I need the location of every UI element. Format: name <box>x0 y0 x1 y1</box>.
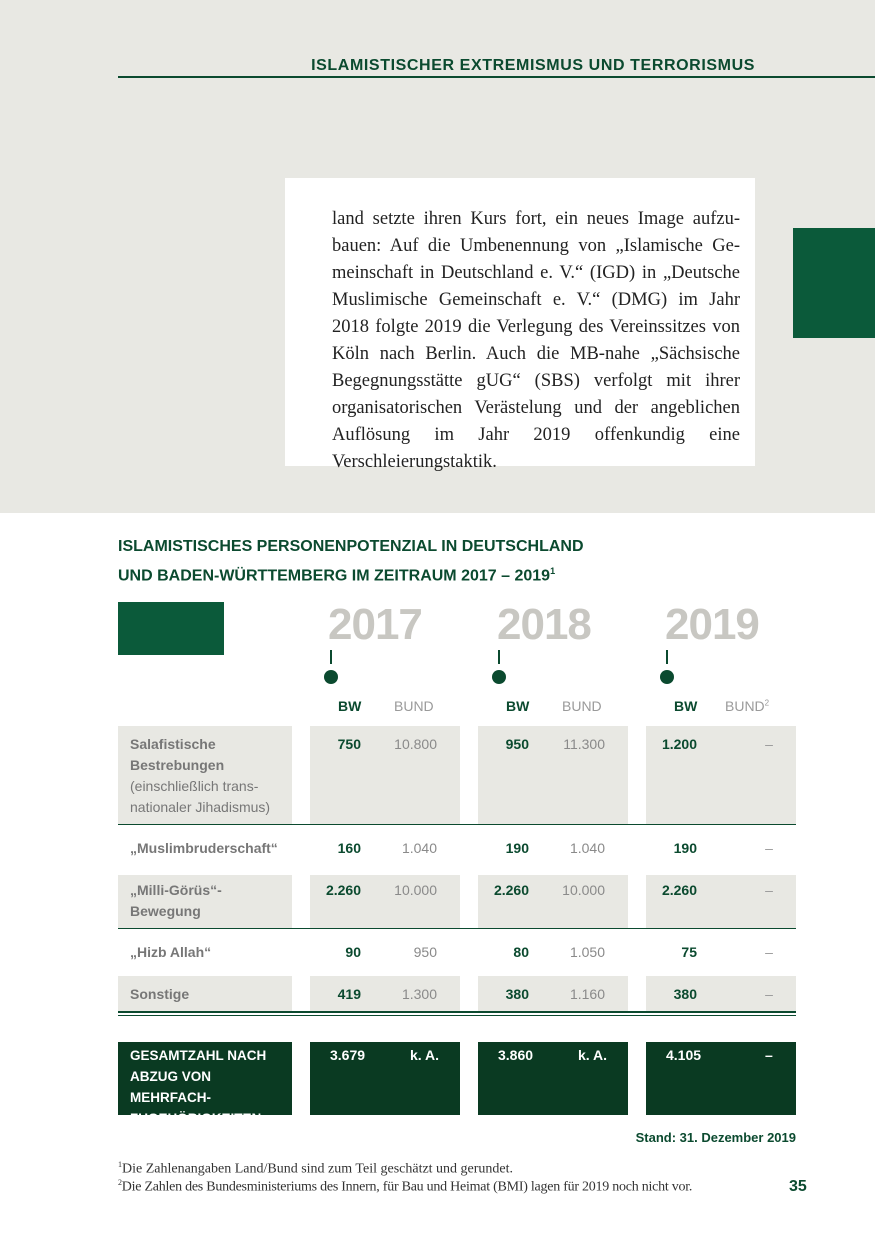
row-label-milli-goerues <box>130 880 240 922</box>
cell-bund-2019: – <box>765 944 773 960</box>
total-bw-2017: 3.679 <box>330 1047 366 1063</box>
cell-bw-2018: 2.260 <box>493 882 529 898</box>
row-label-hizb-allah <box>130 942 290 963</box>
row-divider <box>118 824 796 825</box>
cell-bund-2018: 1.160 <box>569 986 605 1002</box>
table-double-rule-bottom <box>118 1015 796 1016</box>
cell-bw-2018: 950 <box>505 736 529 752</box>
cell-bw-2018: 80 <box>513 944 529 960</box>
cell-bund-2018: 1.050 <box>569 944 605 960</box>
cell-bw-2019: 190 <box>673 840 697 856</box>
cell-bw-2018: 380 <box>505 986 529 1002</box>
cell-bw-2017: 750 <box>337 736 361 752</box>
row-label-bold: Sonstige <box>130 986 190 1002</box>
total-bund-2018: k. A. <box>578 1047 608 1063</box>
cell-bw-2018: 190 <box>505 840 529 856</box>
row-label-sub: (einschließlich transnationaler Jihadismus) <box>130 778 271 815</box>
cell-bund-2018: 1.040 <box>569 840 605 856</box>
page-number: 35 <box>789 1178 807 1195</box>
header-rule <box>118 76 875 78</box>
text-paragraph: land setzte ihren Kurs fort, ein neues Image aufzubauen: Auf die Umbenennung von „Islamische Gemeinschaft in Deutschland e. V.“ (IGD) in „Deutsche Muslimische Gemeinschaft e. V.“ (DMG) im Jahr 2018 folgte 2019 die Verlegung des Vereinssitzes von Köln nach Berlin. Auch die MB-nahe „Sächsische Begegnungsstätte gUG“ (SBS) verfolgt mit ihrer organisatorischen Verästelung und der angeblichen Auflösung im Jahr 2019 offenkundig eine Verschleierungstaktik. <box>332 209 740 472</box>
row-label-bold: „Milli-Görüs“-Bewegung <box>130 882 222 919</box>
cell-bw-2017: 90 <box>345 944 361 960</box>
col-header-bw-2019: BW <box>674 698 698 714</box>
cell-bund-2017: 10.800 <box>394 736 437 752</box>
cell-bund-2019: – <box>765 840 773 856</box>
cell-bw-2017: 419 <box>337 986 361 1002</box>
cell-bund-2017: 1.300 <box>401 986 437 1002</box>
col-header-bund-label: BUND <box>725 698 765 714</box>
timeline-dot <box>660 670 674 684</box>
text-box <box>285 178 755 472</box>
cell-bund-2019: – <box>765 736 773 752</box>
table-title-footnote-mark: 1 <box>550 566 556 576</box>
table-title-line2: UND BADEN-WÜRTTEMBERG IM ZEITRAUM 2017 – 2019 <box>118 567 551 585</box>
cell-bund-2019: – <box>765 882 773 898</box>
cell-bund-2017: 1.040 <box>401 840 437 856</box>
cell-bw-2019: 380 <box>673 986 697 1002</box>
row-divider <box>118 928 796 929</box>
timeline-tick <box>666 650 668 664</box>
cell-bund-2019: – <box>765 986 773 1002</box>
cell-bund-2018: 10.000 <box>562 882 605 898</box>
timeline-tick <box>330 650 332 664</box>
cell-bw-2017: 160 <box>337 840 361 856</box>
row-label-bold: Salafistische Bestrebungen <box>130 736 225 773</box>
row-label-muslimbruderschaft <box>130 838 290 859</box>
col-header-footnote-mark: 2 <box>764 698 770 708</box>
col-header-bund-2018: BUND <box>562 698 602 714</box>
timeline-dot <box>324 670 338 684</box>
footnote-2 <box>118 1178 692 1196</box>
year-2019: 2019 <box>665 600 759 649</box>
stand-date: Stand: 31. Dezember 2019 <box>635 1130 796 1145</box>
footnote-1-mark: 1 <box>118 1160 122 1169</box>
footnote-1 <box>118 1160 513 1178</box>
year-2017: 2017 <box>328 600 422 649</box>
timeline-tick <box>498 650 500 664</box>
cell-bund-2017: 10.000 <box>394 882 437 898</box>
table-title-line1: ISLAMISTISCHES PERSONENPOTENZIAL IN DEUTSCHLAND <box>118 538 584 555</box>
total-bw-2019: 4.105 <box>666 1047 702 1063</box>
total-bund-2017: k. A. <box>410 1047 440 1063</box>
col-header-bw-2018: BW <box>506 698 530 714</box>
table-title <box>118 534 584 588</box>
cell-bw-2019: 2.260 <box>661 882 697 898</box>
cell-bund-2017: 950 <box>413 944 437 960</box>
row-label-sonstige <box>130 984 290 1005</box>
total-bw-2018: 3.860 <box>498 1047 534 1063</box>
cell-bw-2019: 1.200 <box>661 736 697 752</box>
section-header-title: ISLAMISTISCHER EXTREMISMUS UND TERRORISMUS <box>311 57 755 74</box>
footnote-1-text: Die Zahlenangaben Land/Bund sind zum Teil geschätzt und gerundet. <box>122 1161 514 1177</box>
table-double-rule-top <box>118 1011 796 1013</box>
footnote-2-text: Die Zahlen des Bundesministeriums des Innern, für Bau und Heimat (BMI) lagen für 2019 noch nicht vor. <box>121 1179 693 1195</box>
row-label-bold: „Hizb Allah“ <box>130 944 212 960</box>
legend-box <box>118 602 224 655</box>
total-label: GESAMTZAHL NACH ABZUG VON MEHRFACHZUGEHÖRIGKEITEN <box>130 1048 267 1126</box>
row-label-bold: „Muslimbruderschaft“ <box>130 840 278 856</box>
side-tab-marker <box>793 228 875 338</box>
cell-bund-2018: 11.300 <box>563 736 605 752</box>
cell-bw-2017: 2.260 <box>325 882 361 898</box>
col-header-bund-2017: BUND <box>394 698 434 714</box>
timeline-dot <box>492 670 506 684</box>
col-header-bund-2019 <box>725 698 769 714</box>
col-header-bw-2017: BW <box>338 698 362 714</box>
year-2018: 2018 <box>497 600 591 649</box>
row-label-salafistische <box>130 734 290 818</box>
footnote-2-mark: 2 <box>118 1178 122 1187</box>
cell-bw-2019: 75 <box>681 944 697 960</box>
total-bund-2019: – <box>765 1047 773 1063</box>
